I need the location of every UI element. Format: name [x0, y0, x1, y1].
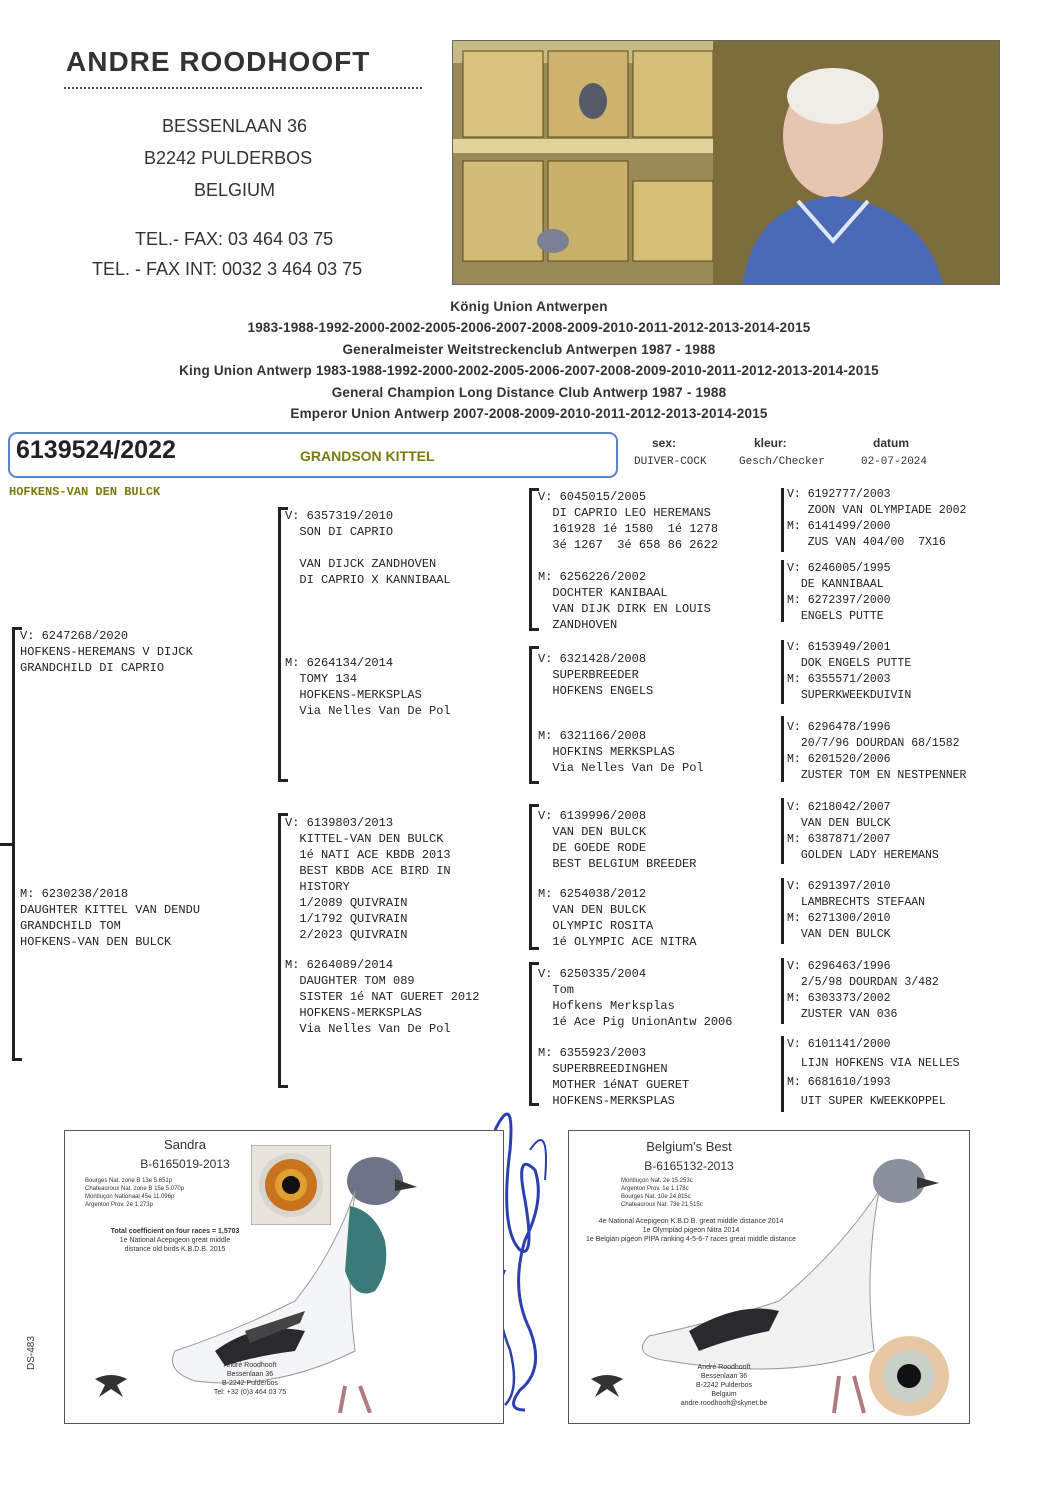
date-label: datum	[873, 436, 909, 450]
card-footer: André Roodhooft Bessenlaan 36 B-2242 Pulderbos Belgium andre.roodhooft@skynet.be	[680, 1364, 768, 1407]
title-line-6: Emperor Union Antwerp 2007-2008-2009-2010-2011-2012-2013-2014-2015	[290, 406, 768, 421]
card-title: Belgium's Best	[646, 1139, 732, 1154]
eagle-logo-icon	[589, 1371, 625, 1401]
breeder-line: HOFKENS-VAN DEN BULCK	[9, 485, 161, 499]
pedigree-stem	[0, 843, 12, 846]
pedigree-bracket-gen2-dam	[278, 813, 281, 1088]
address-street: BESSENLAAN 36	[162, 116, 308, 136]
phone-fax-international: TEL. - FAX INT: 0032 3 464 03 75	[92, 259, 363, 279]
color-value: Gesch/Checker	[739, 456, 825, 468]
g2-ring: M: 6264134/2014	[285, 656, 394, 670]
g4-block-6: V: 6291397/2010 LAMBRECHTS STEFAAN M: 6271300/2010 VAN DEN BULCK	[787, 880, 926, 941]
name-divider	[64, 87, 422, 89]
card-ring: B-6165132-2013	[644, 1159, 734, 1173]
g2-block-3: V: 6139803/2013 KITTEL-VAN DEN BULCK 1é NATI ACE KBDB 2013 BEST KBDB ACE BIRD IN HISTORY 1/2089 QUIVRAIN 1/1792 QUIVRAIN 2/2023 QUIVRAIN	[285, 816, 451, 942]
g3-block-5: V: 6139996/2008 VAN DEN BULCK DE GOEDE RODE BEST BELGIUM BREEDER	[538, 809, 697, 871]
g4-block-2: V: 6246005/1995 DE KANNIBAAL M: 6272397/2000 ENGELS PUTTE	[787, 562, 891, 623]
sire-line-2: GRANDCHILD DI CAPRIO	[20, 661, 165, 675]
g3-block-8: M: 6355923/2003 SUPERBREEDINGHEN MOTHER 1éNAT GUERET HOFKENS-MERKSPLAS	[538, 1046, 690, 1108]
card-ring: B-6165019-2013	[140, 1157, 230, 1171]
g4-block-4: V: 6296478/1996 20/7/96 DOURDAN 68/1582 M: 6201520/2006 ZUSTER TOM EN NESTPENNER	[787, 721, 967, 782]
dam-line-3: HOFKENS-VAN DEN BULCK	[20, 935, 172, 949]
eagle-logo-icon	[93, 1371, 129, 1401]
g3-block-3: V: 6321428/2008 SUPERBREEDER HOFKENS ENGELS	[538, 652, 654, 698]
g4-block-5: V: 6218042/2007 VAN DEN BULCK M: 6387871/2007 GOLDEN LADY HEREMANS	[787, 801, 939, 862]
pedigree-bracket-gen1	[12, 627, 15, 1061]
g4-block-3: V: 6153949/2001 DOK ENGELS PUTTE M: 6355571/2003 SUPERKWEEKDUIVIN	[787, 641, 912, 702]
date-value: 02-07-2024	[861, 456, 928, 468]
color-label: kleur:	[754, 436, 787, 450]
title-line-2: 1983-1988-1992-2000-2002-2005-2006-2007-2008-2009-2010-2011-2012-2013-2014-2015	[247, 320, 811, 335]
g2-ring: M: 6264089/2014	[285, 958, 394, 972]
card-notes: 4e National Acepigeon K.B.D.B. great middle distance 2014 1e Olympiad pigeon Nitra 2014 1e Belgian pigeon PIPA ranking 4-5-6-7 races great middle distance	[586, 1218, 796, 1243]
g2-block-1: V: 6357319/2010 SON DI CAPRIO VAN DIJCK ZANDHOVEN DI CAPRIO X KANNIBAAL	[285, 509, 451, 587]
g3-block-7: V: 6250335/2004 Tom Hofkens Merksplas 1é Ace Pig UnionAntw 2006	[538, 967, 733, 1029]
g4-block-1: V: 6192777/2003 ZOON VAN OLYMPIADE 2002 M: 6141499/2000 ZUS VAN 404/00 7X16	[787, 488, 967, 549]
g3-block-1: V: 6045015/2005 DI CAPRIO LEO HEREMANS 161928 1é 1580 1é 1278 3é 1267 3é 658 86 2622	[538, 490, 719, 552]
card-notes: Total coefficient on four races = 1,5703 1e National Acepigeon great middle distance old birds K.B.D.B. 2015	[110, 1228, 240, 1253]
pigeon-image	[609, 1151, 969, 1423]
ring-number: 6139524/2022	[16, 436, 176, 464]
sire-line-1: HOFKENS-HEREMANS V DIJCK	[20, 645, 193, 659]
sire-block	[20, 628, 193, 676]
g2-ring: V: 6139803/2013	[285, 816, 394, 830]
g3-block-6: M: 6254038/2012 VAN DEN BULCK OLYMPIC ROSITA 1é OLYMPIC ACE NITRA	[538, 887, 697, 949]
card-results: Montluçon Nat. 2e 15.253c Argenton Prov. 1e 1.178c Bourges Nat. 10e 24.815c Chateauroux Nat. 73e 21.515c	[621, 1178, 703, 1208]
dam-block	[20, 886, 200, 950]
dam-line-2: GRANDCHILD TOM	[20, 919, 121, 933]
card-footer: André Roodhooft Bessenlaan 36 B-2242 Pulderbos Tel: +32 (0)3 464 03 75	[213, 1362, 287, 1396]
breeder-name: ANDRE ROODHOOFT	[66, 46, 371, 77]
g3-block-4: M: 6321166/2008 HOFKINS MERKSPLAS Via Nelles Van De Pol	[538, 729, 704, 775]
title-line-4: King Union Antwerp 1983-1988-1992-2000-2002-2005-2006-2007-2008-2009-2010-2011-2012-2013-2014-2015	[179, 363, 879, 378]
title-line-1: König Union Antwerpen	[450, 299, 608, 314]
title-line-3: Generalmeister Weitstreckenclub Antwerpen 1987 - 1988	[342, 342, 716, 357]
card-title: Sandra	[164, 1137, 206, 1152]
g2-ring: V: 6357319/2010	[285, 509, 394, 523]
breeder-photo	[452, 40, 1000, 285]
g4-block-8: V: 6101141/2000 LIJN HOFKENS VIA NELLES M: 6681610/1993 UIT SUPER KWEEKKOPPEL	[787, 1038, 960, 1108]
pigeon-card-belgiums-best	[568, 1130, 970, 1424]
g2-block-2: M: 6264134/2014 TOMY 134 HOFKENS-MERKSPLAS Via Nelles Van De Pol	[285, 656, 451, 718]
g3-block-2: M: 6256226/2002 DOCHTER KANIBAAL VAN DIJK DIRK EN LOUIS ZANDHOVEN	[538, 570, 711, 632]
g2-block-4: M: 6264089/2014 DAUGHTER TOM 089 SISTER 1é NAT GUERET 2012 HOFKENS-MERKSPLAS Via Nelles Van De Pol	[285, 958, 480, 1036]
dam-ring: M: 6230238/2018	[20, 887, 129, 901]
phone-fax: TEL.- FAX: 03 464 03 75	[135, 229, 334, 249]
sex-label: sex:	[652, 436, 677, 450]
sex-value: DUIVER-COCK	[634, 456, 707, 468]
margin-code: DS-483	[26, 1336, 37, 1370]
bird-name: GRANDSON KITTEL	[300, 448, 435, 464]
g4-block-7: V: 6296463/1996 2/5/98 DOURDAN 3/482 M: 6303373/2002 ZUSTER VAN 036	[787, 960, 939, 1021]
title-line-5: General Champion Long Distance Club Antwerp 1987 - 1988	[331, 385, 727, 400]
address-country: BELGIUM	[194, 180, 276, 200]
address-city: B2242 PULDERBOS	[144, 148, 313, 168]
sire-ring: V: 6247268/2020	[20, 629, 129, 643]
card-results: Bourges Nat. zone B 13e 5.651p Chateauroux Nat. zone B 15e 5.070p Montluçon Nationaal 45e 11.096p Argenton Prov. 2e 1.273p	[85, 1178, 185, 1208]
dam-line-1: DAUGHTER KITTEL VAN DENDU	[20, 903, 201, 917]
pigeon-card-sandra	[64, 1130, 504, 1424]
pedigree-bracket-gen2-sire	[278, 507, 281, 782]
